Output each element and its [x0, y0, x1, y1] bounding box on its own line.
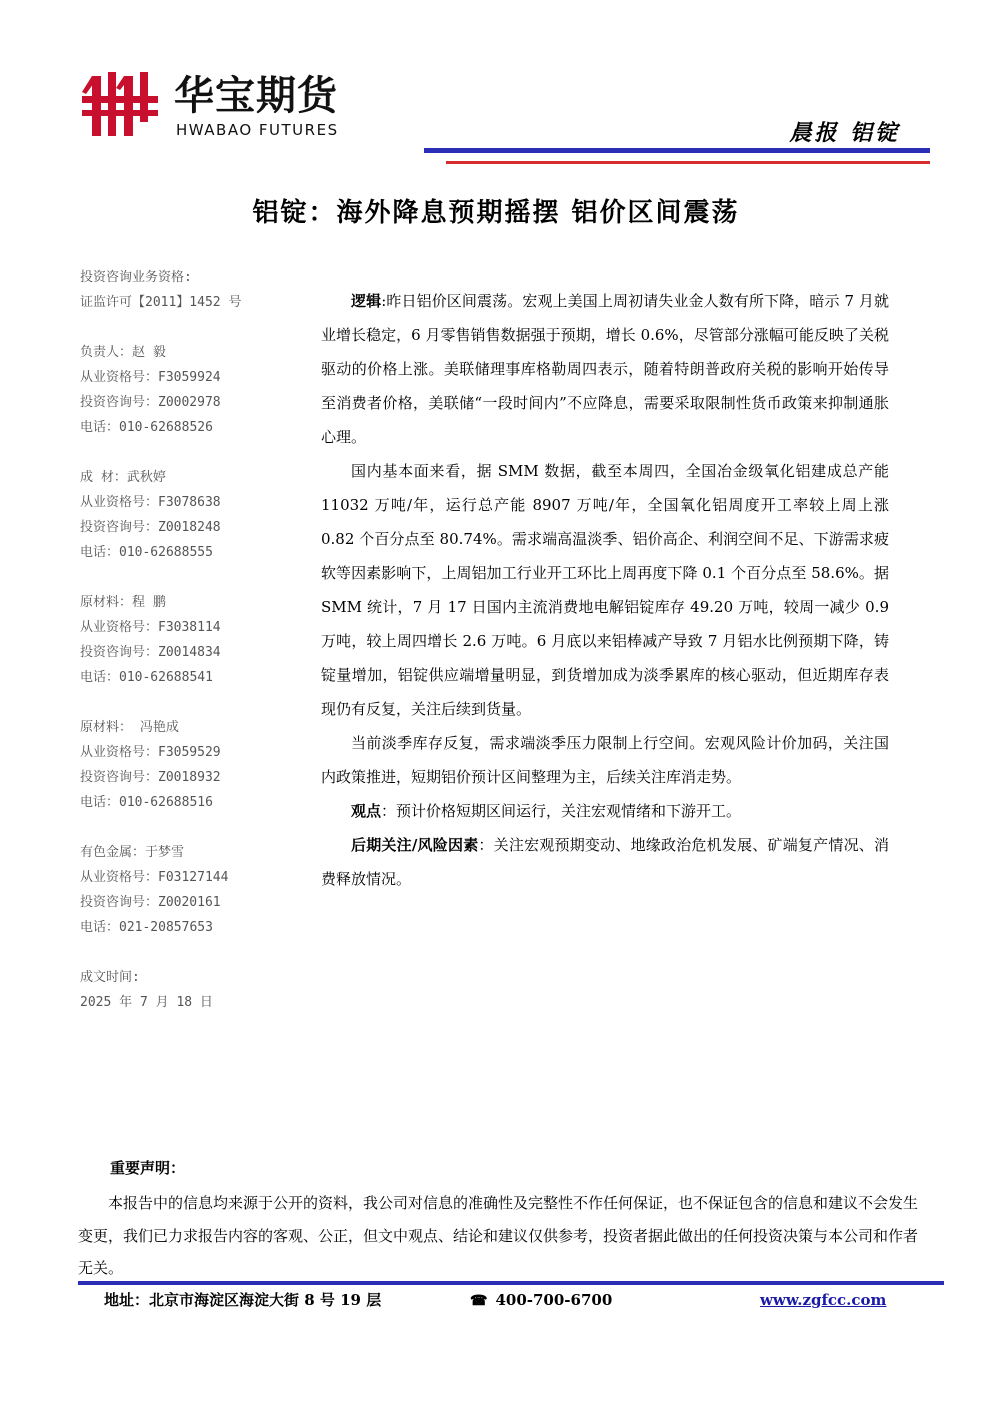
body-paragraph — [321, 794, 889, 828]
sidebar-line: 从业资格号：F3078638 — [80, 495, 221, 510]
publish-date: 2025 年 7 月 18 日 — [80, 995, 213, 1010]
analyst-block — [80, 590, 310, 690]
sidebar-line: 电话：021-20857653 — [80, 920, 213, 935]
paragraph-text: 国内基本面来看，据 SMM 数据，截至本周四，全国冶金级氧化铝建成总产能 11032 万吨/年，运行总产能 8907 万吨/年，全国氧化铝周度开工率较上周上涨 0.82 个百分点至 80.74%。需求端高温淡季、铝价高企、利润空间不足、下游需求疲软等因素影响下，上周铝加工行业开工环比上周再度下降 0.1 个百分点至 58.6%。据 SMM 统计，7 月 17 日国内主流消费地电解铝锭库存 49.20 万吨，较周一减少 0.9 万吨，较上周四增长 2.6 万吨。6 月底以来铝棒减产导致 7 月铝水比例预期下降，铸锭量增加，铝锭供应端增量明显，到货增加成为淡季累库的核心驱动，但近期库存表现仍有反复，关注后续到货量。 — [321, 462, 889, 718]
company-logo — [78, 70, 378, 140]
analyst-block — [80, 715, 310, 815]
paragraph-label: 后期关注/风险因素 — [351, 836, 479, 854]
document-title: 铝锭：海外降息预期摇摆 铝价区间震荡 — [252, 198, 740, 228]
paragraph-label: 观点 — [351, 802, 382, 820]
sidebar-line: 投资咨询业务资格: — [80, 270, 192, 285]
analyst-block — [80, 340, 310, 440]
phone-number: 400-700-6700 — [495, 1291, 613, 1309]
analyst-block — [80, 465, 310, 565]
sidebar-line: 原材料：程 鹏 — [80, 595, 166, 610]
sidebar-line: 投资咨询号：Z0018248 — [80, 520, 221, 535]
logo-english-name: HWABAO FUTURES — [176, 121, 339, 139]
disclaimer-title: 重要声明： — [110, 1159, 186, 1177]
disclaimer-text: 本报告中的信息均来源于公开的资料，我公司对信息的准确性及完整性不作任何保证，也不保证包含的信息和建议不会发生变更，我们已力求报告内容的客观、公正，但文中观点、结论和建议仅供参考，投资者据此做出的任何投资决策与本公司和作者无关。 — [78, 1194, 919, 1277]
analyst-sidebar — [80, 265, 310, 1015]
sidebar-line: 有色金属：于梦雪 — [80, 845, 185, 860]
sidebar-line: 投资咨询号：Z0020161 — [80, 895, 221, 910]
sidebar-line: 从业资格号：F3059529 — [80, 745, 221, 760]
sidebar-line: 原材料： 冯艳成 — [80, 720, 179, 735]
body-paragraph — [321, 828, 889, 896]
sidebar-line: 成文时间: — [80, 970, 140, 985]
header-rule-blue — [424, 148, 930, 153]
body-paragraph — [321, 454, 889, 726]
report-type-label: 晨报 铝锭 — [789, 120, 900, 146]
body-paragraph — [321, 284, 889, 454]
qualification-block — [80, 265, 310, 315]
hwabao-logo-icon — [78, 70, 162, 138]
paragraph-text: :昨日铝价区间震荡。宏观上美国上周初请失业金人数有所下降，暗示 7 月就业增长稳定，6 月零售销售数据强于预期，增长 0.6%，尽管部分涨幅可能反映了关税驱动的价格上涨。美联储理事库格勒周四表示，随着特朗普政府关税的影响开始传导至消费者价格，美联储“一段时间内”不应降息，需要采取限制性货币政策来抑制通胀心理。 — [321, 292, 889, 446]
header-rule-red — [446, 161, 930, 164]
sidebar-line: 负责人：赵 毅 — [80, 345, 166, 360]
paragraph-text: 当前淡季库存反复，需求端淡季压力限制上行空间。宏观风险计价加码，关注国内政策推进，短期铝价预计区间整理为主，后续关注库消走势。 — [321, 734, 889, 786]
logo-chinese-name: 华宝期货 — [174, 73, 338, 119]
footer-rule — [78, 1281, 944, 1285]
sidebar-line: 电话：010-62688555 — [80, 545, 213, 560]
analyst-block — [80, 840, 310, 940]
sidebar-line: 电话：010-62688516 — [80, 795, 213, 810]
paragraph-text: ：预计价格短期区间运行，关注宏观情绪和下游开工。 — [381, 802, 742, 820]
website-link[interactable]: www.zgfcc.com — [760, 1291, 887, 1309]
sidebar-line: 电话：010-62688541 — [80, 670, 213, 685]
sidebar-line: 从业资格号：F3038114 — [80, 620, 221, 635]
report-body — [321, 284, 889, 896]
body-paragraph — [321, 726, 889, 794]
footer-address: 地址：北京市海淀区海淀大街 8 号 19 层 — [104, 1291, 382, 1309]
paragraph-label: 逻辑 — [351, 292, 382, 310]
sidebar-line: 电话：010-62688526 — [80, 420, 213, 435]
paragraph-text: ：关注宏观预期变动、地缘政治危机发展、矿端复产情况、消费释放情况。 — [321, 836, 889, 888]
sidebar-line: 从业资格号：F3059924 — [80, 370, 221, 385]
sidebar-line: 成 材：武秋婷 — [80, 470, 166, 485]
sidebar-line: 从业资格号：F03127144 — [80, 870, 229, 885]
sidebar-line: 投资咨询号：Z0002978 — [80, 395, 221, 410]
sidebar-line: 投资咨询号：Z0014834 — [80, 645, 221, 660]
sidebar-line: 投资咨询号：Z0018932 — [80, 770, 221, 785]
sidebar-line: 证监许可【2011】1452 号 — [80, 295, 242, 310]
date-block — [80, 965, 310, 1015]
footer-phone — [470, 1288, 612, 1313]
telephone-icon: ☎ — [470, 1293, 488, 1309]
